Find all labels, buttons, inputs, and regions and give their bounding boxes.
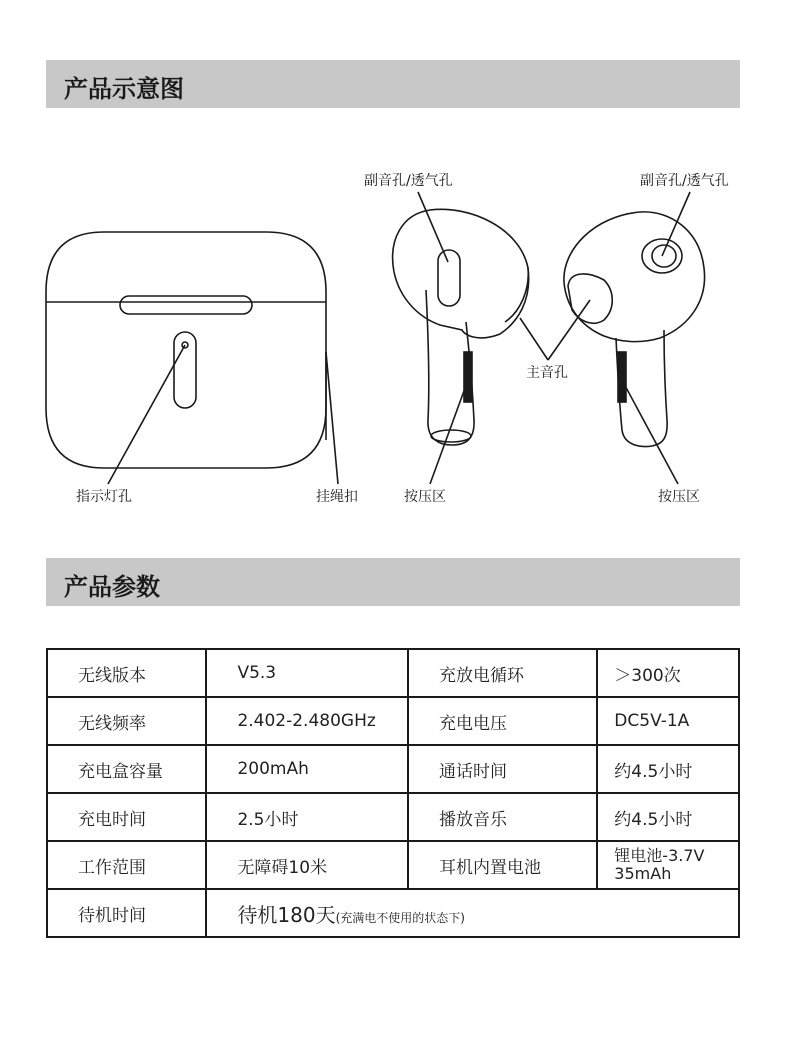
spec-key: 充放电循环	[408, 649, 597, 697]
right-main-hole	[568, 274, 612, 323]
section-title: 产品参数	[64, 573, 160, 601]
spec-key: 无线版本	[47, 649, 206, 697]
label-press-area-left: 按压区	[404, 489, 446, 505]
table-row	[47, 697, 739, 745]
spec-key: 无线频率	[47, 697, 206, 745]
spec-value: ＞300次	[597, 649, 739, 697]
table-row	[47, 841, 739, 889]
spec-value-battery	[597, 841, 739, 889]
standby-value	[206, 889, 739, 937]
spec-value: DC5V-1A	[597, 697, 739, 745]
table-row	[47, 793, 739, 841]
left-press-area	[464, 352, 472, 402]
left-earbud-rim	[505, 268, 528, 322]
spec-value: 2.5小时	[206, 793, 408, 841]
charging-case	[46, 232, 326, 468]
table-row	[47, 649, 739, 697]
section-title: 产品示意图	[64, 75, 184, 103]
battery-line-2: 35mAh	[614, 864, 672, 883]
label-main-sound-hole: 主音孔	[526, 365, 568, 381]
spec-key: 待机时间	[47, 889, 206, 937]
standby-main: 待机180天	[237, 902, 336, 927]
spec-key: 耳机内置电池	[408, 841, 597, 889]
standby-note: (充满电不使用的状态下)	[335, 910, 465, 925]
spec-value: 约4.5小时	[597, 745, 739, 793]
specs-table	[46, 648, 740, 938]
spec-key: 充电电压	[408, 697, 597, 745]
spec-key: 通话时间	[408, 745, 597, 793]
section-header-params	[46, 558, 740, 606]
right-press-area	[618, 352, 626, 402]
label-press-area-right: 按压区	[658, 489, 700, 505]
spec-value: 200mAh	[206, 745, 408, 793]
spec-value: 约4.5小时	[597, 793, 739, 841]
label-indicator-hole: 指示灯孔	[76, 489, 132, 505]
label-secondary-hole-right: 副音孔/透气孔	[640, 173, 729, 189]
spec-key: 工作范围	[47, 841, 206, 889]
spec-value: 2.402-2.480GHz	[206, 697, 408, 745]
left-stem-tip	[431, 430, 471, 442]
table-row	[47, 889, 739, 937]
case-button	[174, 332, 196, 408]
table-row	[47, 745, 739, 793]
battery-line-1: 锂电池-3.7V	[614, 846, 705, 865]
case-hinge-slot	[120, 296, 252, 314]
label-secondary-hole-left: 副音孔/透气孔	[364, 173, 453, 189]
left-secondary-hole	[438, 250, 460, 306]
spec-value: V5.3	[206, 649, 408, 697]
spec-key: 充电时间	[47, 793, 206, 841]
label-lanyard-buckle: 挂绳扣	[316, 489, 358, 505]
spec-value: 无障碍10米	[206, 841, 408, 889]
spec-key: 播放音乐	[408, 793, 597, 841]
spec-key: 充电盒容量	[47, 745, 206, 793]
